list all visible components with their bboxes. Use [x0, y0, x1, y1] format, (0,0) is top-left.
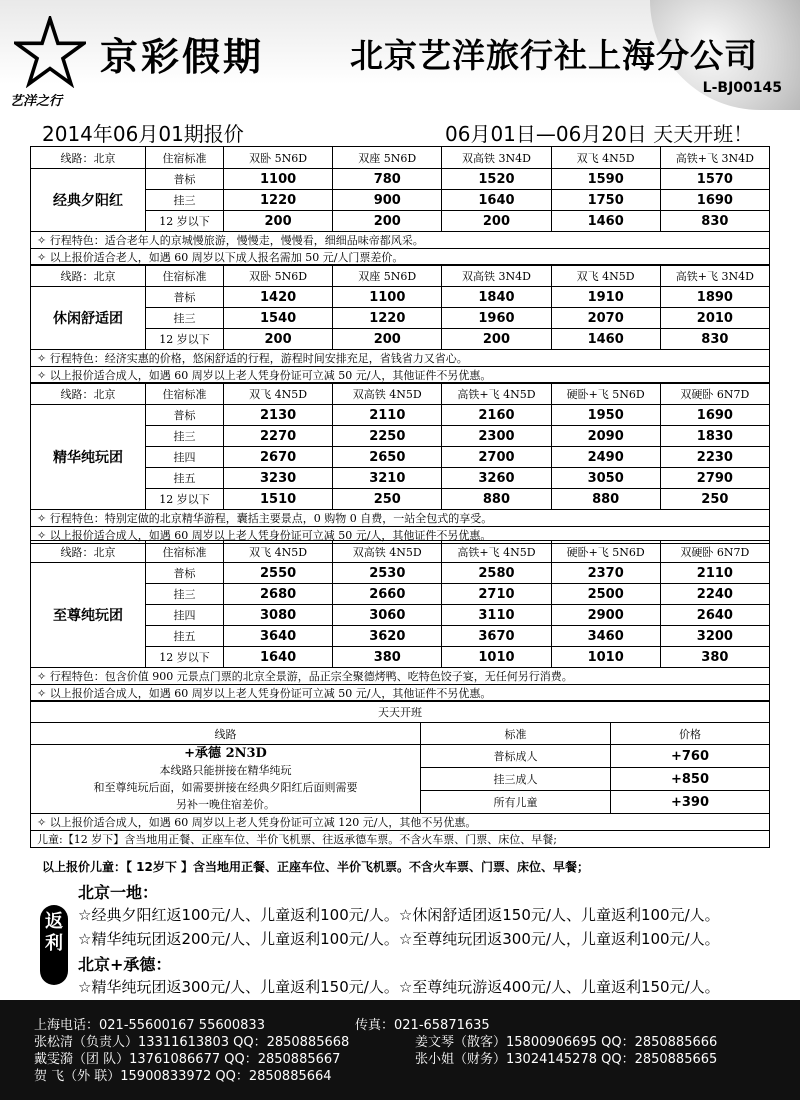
price-cell: 2160 — [442, 405, 551, 426]
price-cell: 200 — [224, 329, 333, 350]
addon-desc: 另补一晚住宿差价。 — [176, 798, 275, 811]
price-cell: 1890 — [660, 287, 769, 308]
price-cell: 1640 — [442, 190, 551, 211]
std-cell: 挂三成人 — [421, 768, 611, 791]
tour-name: 休闲舒适团 — [31, 287, 146, 350]
price-cell: 2110 — [660, 563, 769, 584]
price-cell: 2070 — [551, 308, 660, 329]
price-cell: 3210 — [333, 468, 442, 489]
addon-desc: 和至尊纯玩后面，如需要拼接在经典夕阳红后面则需要 — [93, 781, 358, 794]
route-label: 线路：北京 — [31, 541, 146, 563]
addon-note: 儿童:【12 岁下】含当地用正餐、正座车位、半价飞机票、往返承德车票。不含火车票、门票、床位、早餐; — [31, 831, 770, 848]
company-name: 北京艺洋旅行社上海分公司 — [350, 36, 758, 75]
price-cell: 200 — [333, 329, 442, 350]
price-cell: 1010 — [551, 647, 660, 668]
col-header: 双座 5N6D — [333, 265, 442, 287]
tour-note: ✧ 行程特色：包含价值 900 元景点门票的北京全景游，品正宗全聚德烤鸭、吃特色饺子宴，无任何另行消费。 — [31, 668, 770, 685]
std-cell: 挂三 — [146, 584, 224, 605]
col-header: 双高铁 4N5D — [333, 541, 442, 563]
std-label: 住宿标准 — [146, 541, 224, 563]
price-cell: 1910 — [551, 287, 660, 308]
price-table-supreme — [30, 540, 770, 702]
std-label: 住宿标准 — [146, 147, 224, 169]
std-cell: 普标 — [146, 169, 224, 190]
price-cell: 2130 — [224, 405, 333, 426]
contact-footer — [0, 1000, 800, 1100]
col-header: 双飞 4N5D — [551, 147, 660, 169]
price-cell: 2090 — [551, 426, 660, 447]
price-cell: 2530 — [333, 563, 442, 584]
price-cell: 2790 — [660, 468, 769, 489]
contact-entry: 戴雯漪（团 队）13761086677 QQ：2850885667 — [34, 1052, 341, 1067]
addon-title: +承德 2N3D — [184, 746, 267, 761]
price-cell: 2660 — [333, 584, 442, 605]
std-cell: 普标成人 — [421, 745, 611, 768]
price-cell: 1750 — [551, 190, 660, 211]
col-header: 双高铁 3N4D — [442, 147, 551, 169]
std-cell: 挂四 — [146, 605, 224, 626]
price-cell: 250 — [660, 489, 769, 510]
price-cell: 1690 — [660, 190, 769, 211]
price-cell: 2370 — [551, 563, 660, 584]
col-header: 双卧 5N6D — [224, 147, 333, 169]
tour-note: ✧ 行程特色：特别定做的北京精华游程，囊括主要景点，0 购物 0 自费，一站全包式的享受。 — [31, 510, 770, 527]
price-cell: 880 — [442, 489, 551, 510]
addon-chengde-table — [30, 700, 770, 848]
price-cell: 200 — [333, 211, 442, 232]
price-cell: 250 — [333, 489, 442, 510]
rebate-chengde-heading: 北京+承德： — [78, 955, 172, 974]
tour-note: ✧ 以上报价适合成人，如遇 60 周岁以上老人凭身份证可立减 50 元/人，其他证件不另优惠。 — [31, 367, 770, 384]
rebate-badge: 返利 — [40, 905, 68, 985]
col-header: 双高铁 4N5D — [333, 383, 442, 405]
col-header: 双飞 4N5D — [224, 383, 333, 405]
price-cell: 2490 — [551, 447, 660, 468]
quote-period: 2014年06月01期报价 — [42, 122, 244, 146]
col-header: 价格 — [611, 723, 770, 745]
std-cell: 12 岁以下 — [146, 211, 224, 232]
price-cell: 380 — [333, 647, 442, 668]
price-cell: 1690 — [660, 405, 769, 426]
fax-number: 传真：021-65871635 — [355, 1018, 490, 1033]
price-cell: 2550 — [224, 563, 333, 584]
header-banner — [0, 0, 800, 120]
col-header: 双硬卧 6N7D — [660, 383, 769, 405]
tour-name: 精华纯玩团 — [31, 405, 146, 510]
tour-note: ✧ 行程特色：适合老年人的京城慢旅游，慢慢走，慢慢看，细细品味帝都风采。 — [31, 232, 770, 249]
col-header: 线路 — [31, 723, 421, 745]
price-cell: 3200 — [660, 626, 769, 647]
price-cell: 1830 — [660, 426, 769, 447]
price-cell: 1520 — [442, 169, 551, 190]
price-cell: 200 — [442, 211, 551, 232]
price-cell: 880 — [551, 489, 660, 510]
price-cell: 3620 — [333, 626, 442, 647]
addon-note: ✧ 以上报价适合成人，如遇 60 周岁以上老人凭身份证可立减 120 元/人，其他不另优惠。 — [31, 814, 770, 831]
price-cell: 830 — [660, 211, 769, 232]
price-cell: 1100 — [224, 169, 333, 190]
std-label: 住宿标准 — [146, 383, 224, 405]
price-cell: 1220 — [333, 308, 442, 329]
price-cell: 3640 — [224, 626, 333, 647]
std-cell: 挂三 — [146, 308, 224, 329]
price-cell: 3260 — [442, 468, 551, 489]
price-cell: 1420 — [224, 287, 333, 308]
tour-note: ✧ 以上报价适合成人，如遇 60 周岁以上老人凭身份证可立减 50 元/人，其他证件不另优惠。 — [31, 527, 770, 544]
col-header: 双飞 4N5D — [224, 541, 333, 563]
rebate-line: ☆精华纯玩团返200元/人、儿童返利100元/人。☆至尊纯玩团返300元/人，儿童返利100元/人。 — [78, 930, 720, 948]
col-header: 高铁+飞 4N5D — [442, 383, 551, 405]
price-cell: 3230 — [224, 468, 333, 489]
route-label: 线路：北京 — [31, 383, 146, 405]
addon-desc: 本线路只能拼接在精华纯玩 — [159, 764, 292, 777]
price-cell: 3110 — [442, 605, 551, 626]
tour-name: 至尊纯玩团 — [31, 563, 146, 668]
price-cell: 2250 — [333, 426, 442, 447]
logo-text: 艺洋之行 — [10, 94, 63, 109]
std-cell: 12 岁以下 — [146, 489, 224, 510]
price-cell: 380 — [660, 647, 769, 668]
price-cell: 1640 — [224, 647, 333, 668]
price-cell: 1540 — [224, 308, 333, 329]
price-cell: 2710 — [442, 584, 551, 605]
price-cell: 2110 — [333, 405, 442, 426]
price-table-essence — [30, 382, 770, 544]
col-header: 高铁+飞 4N5D — [442, 541, 551, 563]
price-cell: +390 — [611, 791, 770, 814]
col-header: 高铁+飞 3N4D — [660, 265, 769, 287]
std-cell: 普标 — [146, 563, 224, 584]
price-cell: 200 — [442, 329, 551, 350]
tour-name: 经典夕阳红 — [31, 169, 146, 232]
phone-numbers: 上海电话：021-55600167 55600833 — [34, 1018, 265, 1033]
price-cell: 1460 — [551, 211, 660, 232]
std-cell: 挂三 — [146, 426, 224, 447]
price-table-leisure — [30, 264, 770, 384]
license-number: L-BJ00145 — [702, 80, 782, 96]
price-cell: 2670 — [224, 447, 333, 468]
price-cell: 1510 — [224, 489, 333, 510]
std-cell: 普标 — [146, 287, 224, 308]
rebate-line: ☆经典夕阳红返100元/人、儿童返利100元/人。☆休闲舒适团返150元/人、儿童返利100元/人。 — [78, 906, 720, 924]
std-cell: 普标 — [146, 405, 224, 426]
price-cell: 2230 — [660, 447, 769, 468]
price-cell: 200 — [224, 211, 333, 232]
std-label: 住宿标准 — [146, 265, 224, 287]
price-cell: 1010 — [442, 647, 551, 668]
tour-note: ✧ 以上报价适合老人，如遇 60 周岁以下成人报名需加 50 元/人门票差价。 — [31, 249, 770, 266]
col-header: 双飞 4N5D — [551, 265, 660, 287]
price-cell: 3670 — [442, 626, 551, 647]
addon-route-description — [31, 745, 421, 814]
price-cell: 1100 — [333, 287, 442, 308]
price-cell: 2640 — [660, 605, 769, 626]
route-label: 线路：北京 — [31, 265, 146, 287]
price-cell: 2270 — [224, 426, 333, 447]
price-cell: 2900 — [551, 605, 660, 626]
col-header: 双高铁 3N4D — [442, 265, 551, 287]
std-cell: 12 岁以下 — [146, 329, 224, 350]
std-cell: 挂五 — [146, 626, 224, 647]
price-cell: +850 — [611, 768, 770, 791]
contact-entry: 张小姐（财务）13024145278 QQ：2850885665 — [415, 1052, 718, 1067]
col-header: 硬卧+飞 5N6D — [551, 383, 660, 405]
std-cell: 挂五 — [146, 468, 224, 489]
price-cell: +760 — [611, 745, 770, 768]
price-cell: 3060 — [333, 605, 442, 626]
std-cell: 挂三 — [146, 190, 224, 211]
price-cell: 1220 — [224, 190, 333, 211]
contact-entry: 姜文琴（散客）15800906695 QQ：2850885666 — [415, 1035, 718, 1050]
std-cell: 挂四 — [146, 447, 224, 468]
price-cell: 3080 — [224, 605, 333, 626]
price-cell: 1590 — [551, 169, 660, 190]
rebate-line: ☆精华纯玩团返300元/人、儿童返利150元/人。☆至尊纯玩游返400元/人、儿童返利150元/人。 — [78, 978, 720, 996]
price-cell: 780 — [333, 169, 442, 190]
contact-entry: 张松清（负责人）13311613803 QQ：2850885668 — [34, 1035, 350, 1050]
price-cell: 2010 — [660, 308, 769, 329]
contact-entry: 贺 飞（外 联）15900833972 QQ：2850885664 — [34, 1069, 332, 1084]
date-range: 06月01日—06月20日 天天开班！ — [445, 122, 754, 146]
price-table-classic-sunset — [30, 146, 770, 266]
price-cell: 830 — [660, 329, 769, 350]
std-cell: 12 岁以下 — [146, 647, 224, 668]
price-cell: 2300 — [442, 426, 551, 447]
price-cell: 2580 — [442, 563, 551, 584]
price-cell: 2650 — [333, 447, 442, 468]
price-cell: 1840 — [442, 287, 551, 308]
daily-departure: 天天开班 — [31, 701, 770, 723]
col-header: 硬卧+飞 5N6D — [551, 541, 660, 563]
col-header: 高铁+飞 3N4D — [660, 147, 769, 169]
price-cell: 2680 — [224, 584, 333, 605]
price-cell: 900 — [333, 190, 442, 211]
price-cell: 2700 — [442, 447, 551, 468]
price-cell: 2500 — [551, 584, 660, 605]
col-header: 标准 — [421, 723, 611, 745]
price-cell: 2240 — [660, 584, 769, 605]
col-header: 双卧 5N6D — [224, 265, 333, 287]
col-header: 双座 5N6D — [333, 147, 442, 169]
price-cell: 1460 — [551, 329, 660, 350]
price-cell: 1950 — [551, 405, 660, 426]
route-label: 线路：北京 — [31, 147, 146, 169]
rebate-beijing-heading: 北京一地： — [78, 883, 159, 902]
price-cell: 3050 — [551, 468, 660, 489]
col-header: 双硬卧 6N7D — [660, 541, 769, 563]
children-price-note: 以上报价儿童：【 12岁下 】含当地用正餐、正座车位、半价飞机票。不含火车票、门票、床位、早餐； — [42, 860, 590, 874]
price-cell: 1960 — [442, 308, 551, 329]
tour-note: ✧ 行程特色：经济实惠的价格，悠闲舒适的行程，游程时间安排充足，省钱省力又省心。 — [31, 350, 770, 367]
tour-note: ✧ 以上报价适合成人，如遇 60 周岁以上老人凭身份证可立减 50 元/人，其他证件不另优惠。 — [31, 685, 770, 702]
std-cell: 所有儿童 — [421, 791, 611, 814]
price-cell: 1570 — [660, 169, 769, 190]
brand-title: 京彩假期 — [100, 35, 265, 79]
price-cell: 3460 — [551, 626, 660, 647]
star-logo-icon — [14, 16, 86, 88]
